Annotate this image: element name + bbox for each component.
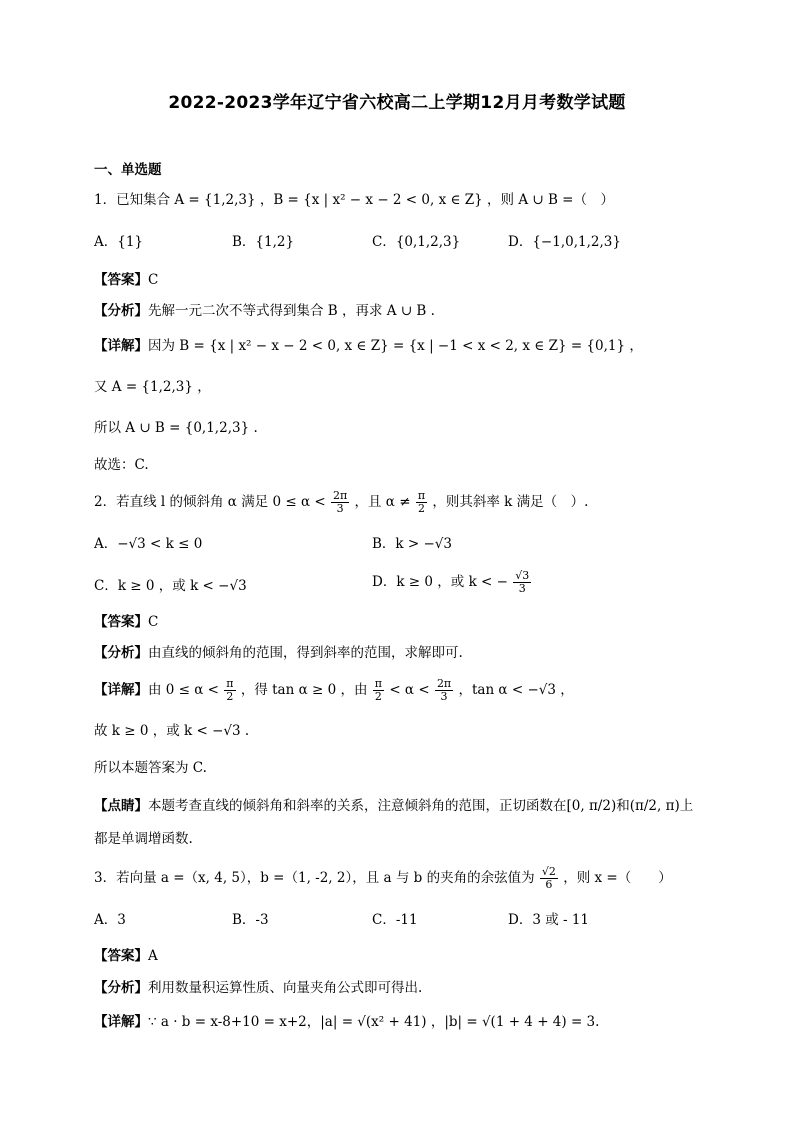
q1-detail-line-2: 又 A = {1,2,3} ，: [94, 379, 211, 395]
fraction: [373, 678, 384, 703]
q3-analysis-line: [94, 978, 422, 998]
fraction: [224, 678, 235, 703]
q2-point-text: 本题考查直线的倾斜角和斜率的关系，注意倾斜角的范围，正切函数在: [148, 798, 567, 814]
q3-stem-part-2: ，则 x =（ ）: [563, 870, 672, 886]
detail-tag: 【详解】: [94, 682, 148, 698]
q2-detail-part-2: ，得 tan α ≥ 0 ，由: [240, 682, 368, 698]
q3-option-c: C．-11: [372, 912, 418, 928]
fraction: [416, 490, 427, 515]
q2-answer: C: [148, 614, 159, 630]
fraction-denominator: 3: [336, 502, 344, 515]
q2-detail-line-2: 故 k ≥ 0 ，或 k < −√3 .: [94, 723, 250, 739]
fraction: [331, 490, 349, 515]
q3-option-d: D．3 或 - 11: [508, 912, 590, 928]
q3-answer: A: [148, 948, 158, 964]
q2-point-line-2: 都是单调增函数.: [94, 831, 193, 847]
q3-stem: [94, 866, 672, 891]
q1-option-d: D．{−1,0,1,2,3}: [508, 234, 621, 250]
fraction-numerator: 2π: [436, 677, 452, 690]
q2-option-b: B．k > −√3: [372, 536, 452, 552]
q3-option-b: B．-3: [232, 912, 269, 928]
analysis-tag: 【分析】: [94, 303, 148, 319]
fraction-numerator: π: [226, 677, 234, 690]
q2-interval-1: [0, π/2): [566, 798, 617, 814]
q1-detail-line-3: 所以 A ∪ B = {0,1,2,3} .: [94, 420, 258, 436]
q3-option-a: A．3: [94, 912, 126, 928]
section-heading: 一、单选题: [94, 162, 162, 178]
fraction-denominator: 3: [440, 690, 448, 703]
fraction: [540, 866, 558, 891]
q2-interval-2: (π/2, π): [629, 798, 680, 814]
q2-option-d: [372, 570, 532, 595]
q2-analysis: 由直线的倾斜角的范围，得到斜率的范围，求解即可.: [148, 645, 463, 661]
q1-option-a: A．{1}: [94, 234, 144, 250]
q2-point-line: [94, 796, 693, 816]
q1-analysis-line: [94, 301, 435, 321]
page-title: 2022-2023学年辽宁省六校高二上学期12月月考数学试题: [168, 93, 626, 113]
fraction-denominator: 2: [417, 502, 425, 515]
q2-detail-part-3: < α <: [389, 682, 430, 698]
q2-option-a: A．−√3 < k ≤ 0: [94, 536, 203, 552]
q1-stem: 1．已知集合 A = {1,2,3} ，B = {x | x² − x − 2 < 0, x ∈ Z} ，则 A ∪ B =（ ）: [94, 192, 614, 208]
q1-option-b: B．{1,2}: [232, 234, 295, 250]
answer-tag: 【答案】: [94, 272, 148, 288]
q2-stem-part-3: ，则其斜率 k 满足（ ）.: [432, 494, 589, 510]
q1-detail: 因为 B = {x | x² − x − 2 < 0, x ∈ Z} = {x | −1 < x < 2, x ∈ Z} = {0,1} ，: [148, 338, 643, 354]
analysis-tag: 【分析】: [94, 645, 148, 661]
fraction-denominator: 2: [226, 690, 234, 703]
q2-option-c: C．k ≥ 0 ，或 k < −√3: [94, 578, 247, 594]
fraction-denominator: 6: [545, 878, 553, 891]
q1-analysis: 先解一元二次不等式得到集合 B ，再求 A ∪ B .: [148, 303, 435, 319]
fraction-numerator: √3: [515, 569, 530, 582]
q1-conclusion: 故选：C.: [94, 457, 149, 473]
q2-detail-part-1: 由 0 ≤ α <: [148, 682, 219, 698]
fraction-denominator: 3: [518, 582, 526, 595]
q3-detail: ∵ a · b = x-8+10 = x+2，|a| = √(x² + 41) ，|b| = √(1 + 4 + 4) = 3.: [148, 1014, 600, 1030]
q1-answer: C: [148, 272, 159, 288]
q2-stem: [94, 490, 588, 515]
q2-answer-line: [94, 612, 158, 632]
answer-tag: 【答案】: [94, 614, 148, 630]
q3-analysis: 利用数量积运算性质、向量夹角公式即可得出.: [148, 980, 423, 996]
fraction: [435, 678, 453, 703]
fraction-numerator: π: [417, 489, 426, 502]
detail-tag: 【详解】: [94, 1014, 148, 1030]
q2-point-mid: 和: [616, 798, 630, 814]
q2-detail-line-3: 所以本题答案为 C.: [94, 760, 207, 776]
fraction-numerator: 2π: [332, 489, 348, 502]
fraction-numerator: √2: [541, 865, 556, 878]
q2-stem-part-1: 2．若直线 l 的倾斜角 α 满足 0 ≤ α <: [94, 494, 326, 510]
fraction: [513, 570, 531, 595]
fraction-denominator: 2: [374, 690, 382, 703]
q2-option-d-text: D．k ≥ 0 ，或 k < −: [372, 574, 508, 590]
q3-answer-line: [94, 946, 158, 966]
q2-point-end: 上: [679, 798, 694, 814]
q1-detail-line: [94, 336, 643, 356]
q1-answer-line: [94, 270, 158, 290]
analysis-tag: 【分析】: [94, 980, 148, 996]
fraction-numerator: π: [374, 677, 383, 690]
q3-detail-line: [94, 1012, 599, 1032]
q1-option-c: C．{0,1,2,3}: [372, 234, 461, 250]
q3-stem-part-1: 3．若向量 a =（x, 4, 5），b =（1, -2, 2），且 a 与 b 的夹角的余弦值为: [94, 870, 535, 886]
answer-tag: 【答案】: [94, 948, 148, 964]
q2-detail-part-4: ，tan α < −√3 ，: [458, 682, 574, 698]
q2-analysis-line: [94, 643, 463, 663]
q2-stem-part-2: ，且 α ≠: [354, 494, 411, 510]
q2-detail-line: [94, 678, 574, 703]
point-tag: 【点睛】: [94, 798, 148, 814]
detail-tag: 【详解】: [94, 338, 148, 354]
